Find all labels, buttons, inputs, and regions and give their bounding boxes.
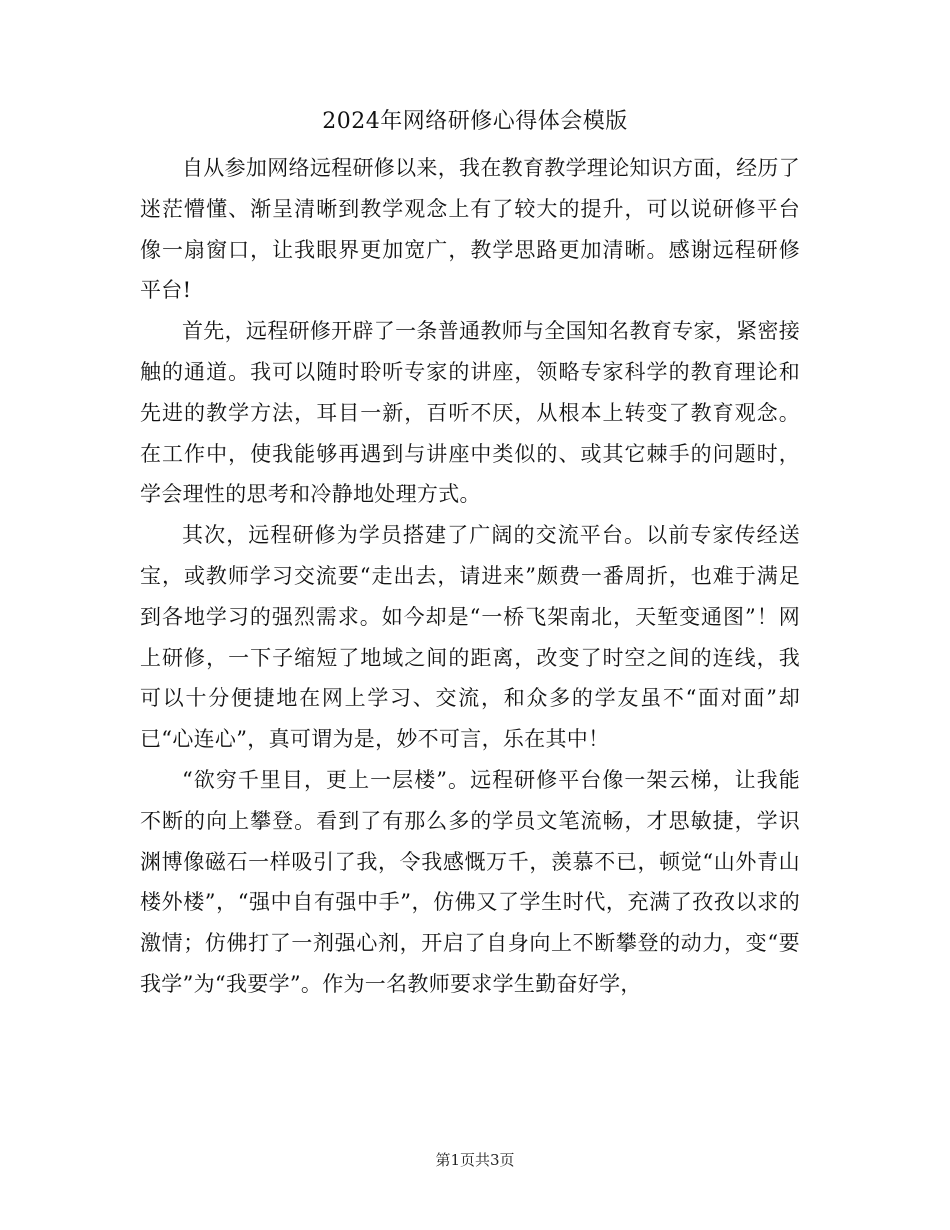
document-body <box>140 148 800 1005</box>
paragraph-1: 自从参加网络远程研修以来，我在教育教学理论知识方面，经历了迷茫懵懂、渐呈清晰到教学观念上有了较大的提升，可以说研修平台像一扇窗口，让我眼界更加宽广，教学思路更加清晰。感谢远程研修平台! <box>140 156 800 303</box>
paragraph-2: 首先，远程研修开辟了一条普通教师与全国知名教育专家，紧密接触的通道。我可以随时聆听专家的讲座，领略专家科学的教育理论和先进的教学方法，耳目一新，百听不厌，从根本上转变了教育观念。在工作中，使我能够再遇到与讲座中类似的、或其它棘手的问题时，学会理性的思考和冷静地处理方式。 <box>140 319 800 507</box>
page-number-footer: 第1页共3页 <box>435 1151 515 1169</box>
document-title: 2024年网络研修心得体会模版 <box>322 109 628 134</box>
paragraph-4: “欲穷千里目，更上一层楼”。远程研修平台像一架云梯，让我能不断的向上攀登。看到了有那么多的学员文笔流畅，才思敏捷，学识渊博像磁石一样吸引了我，令我感慨万千，羡慕不已，顿觉“山外青山楼外楼”，“强中自有强中手”，仿佛又了学生时代，充满了孜孜以求的激情；仿佛打了一剂强心剂，开启了自身向上不断攀登的动力，变“要我学”为“我要学”。作为一名教师要求学生勤奋好学， <box>140 767 800 996</box>
paragraph-3: 其次，远程研修为学员搭建了广阔的交流平台。以前专家传经送宝，或教师学习交流要“走出去，请进来”颇费一番周折，也难于满足到各地学习的强烈需求。如今却是“一桥飞架南北，天堑变通图”！网上研修，一下子缩短了地域之间的距离，改变了时空之间的连线，我可以十分便捷地在网上学习、交流，和众多的学友虽不“面对面”却已“心连心”，真可谓为是，妙不可言，乐在其中！ <box>140 523 800 752</box>
